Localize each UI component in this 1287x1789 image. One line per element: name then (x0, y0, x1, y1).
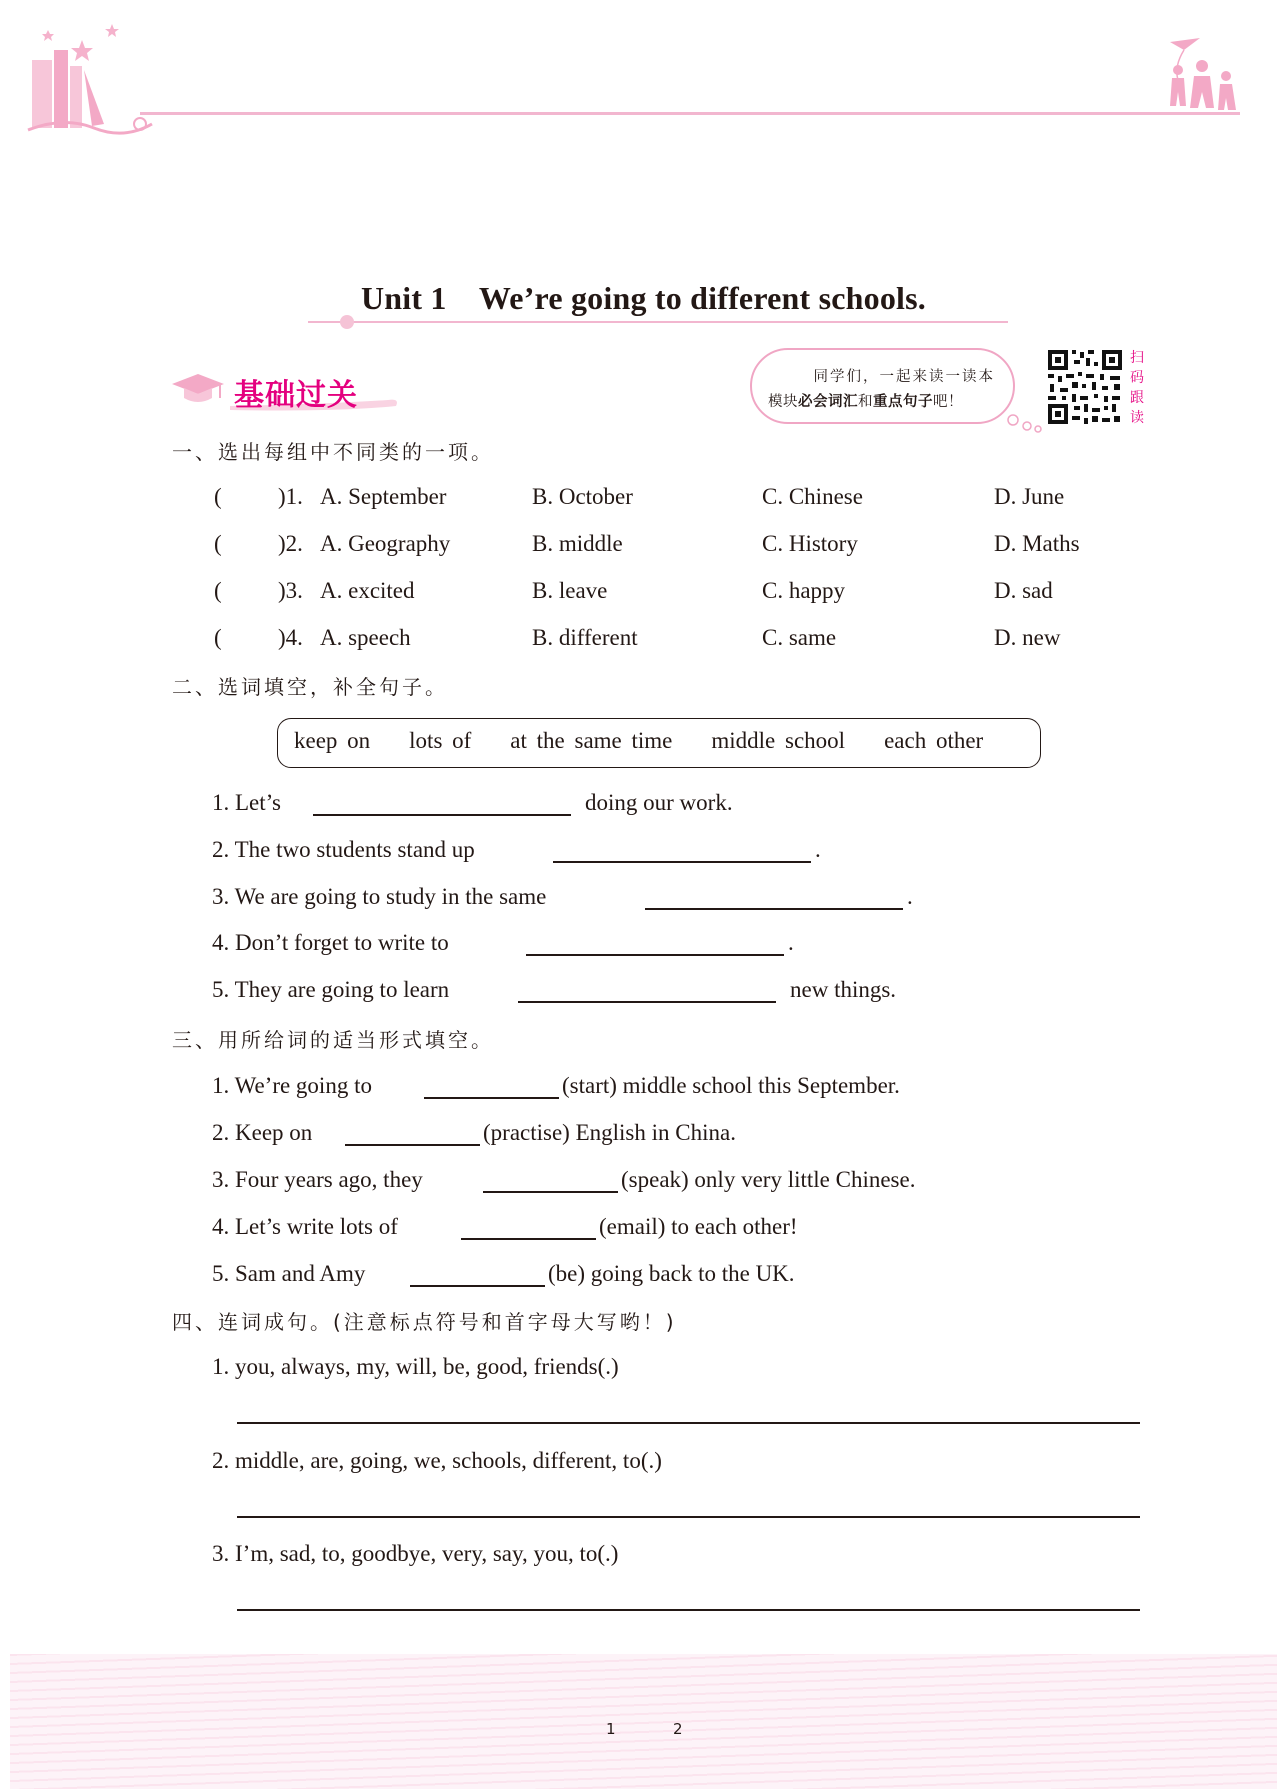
question-text-end: (practise) English in China. (483, 1120, 736, 1145)
choice-d: D. new (994, 625, 1061, 650)
choice-paren[interactable]: ( (214, 484, 222, 509)
section-badge (168, 366, 428, 412)
question-text-end: (start) middle school this September. (562, 1073, 900, 1098)
table-row (214, 531, 1114, 561)
table-row (214, 625, 1114, 655)
question-text: 3. I’m, sad, to, goodbye, very, say, you, to(.) (212, 1541, 619, 1566)
bubble-bold-sentences: 重点句子 (873, 394, 933, 410)
choice-b: B. October (532, 484, 633, 509)
answer-bracket[interactable]: )2. (278, 531, 303, 556)
question-text: 4. Let’s write lots of (212, 1214, 398, 1239)
choice-b: B. different (532, 625, 638, 650)
choice-d: D. June (994, 484, 1065, 509)
section-badge-label: 基础过关 (234, 378, 358, 413)
question-text: 1. Let’s (212, 790, 281, 815)
choice-a: A. excited (320, 578, 415, 603)
choice-a: A. September (320, 484, 447, 509)
unit-title: Unit 1 We’re going to different schools. (360, 280, 927, 316)
page-number-right: 2 (673, 1720, 683, 1738)
table-row (214, 578, 1114, 608)
answer-bracket[interactable]: )4. (278, 625, 303, 650)
blank-answer-line[interactable] (553, 861, 811, 863)
question-text: 4. Don’t forget to write to (212, 930, 449, 955)
question-text: 3. Four years ago, they (212, 1167, 423, 1192)
blank-answer-line[interactable] (424, 1097, 559, 1099)
question-text-end: (email) to each other! (599, 1214, 798, 1239)
table-row (214, 484, 1114, 514)
title-dot (340, 315, 354, 329)
speech-bubble (750, 348, 1015, 424)
kids-kite-icon (1160, 36, 1245, 116)
blank-answer-line[interactable] (645, 908, 903, 910)
answer-bracket[interactable]: )3. (278, 578, 303, 603)
part4-heading: 四、连词成句。(注意标点符号和首字母大写哟！) (172, 1310, 677, 1334)
blank-answer-line[interactable] (483, 1191, 618, 1193)
question-text-end: new things. (790, 977, 897, 1002)
question-text: 3. We are going to study in the same (212, 884, 547, 909)
bubble-line-1: 同学们，一起来读一读本 (813, 369, 995, 385)
question-text-end: doing our work. (585, 790, 733, 815)
question-text: 1. We’re going to (212, 1073, 372, 1098)
question-text: 2. Keep on (212, 1120, 313, 1145)
question-text-end: . (788, 930, 794, 955)
bubble-text: 吧！ (933, 394, 963, 410)
question-text: 5. Sam and Amy (212, 1261, 366, 1286)
blank-answer-line[interactable] (526, 954, 784, 956)
choice-c: C. same (762, 625, 837, 650)
question-text: 1. you, always, my, will, be, good, friends(.) (212, 1354, 619, 1379)
question-text-end: (be) going back to the UK. (548, 1261, 795, 1286)
bubble-tail-icon (1005, 412, 1045, 434)
header-divider (140, 112, 1240, 115)
question-text-end: . (907, 884, 913, 909)
choice-paren[interactable]: ( (214, 625, 222, 650)
choice-c: C. History (762, 531, 858, 556)
blank-answer-line[interactable] (410, 1285, 545, 1287)
part1-heading: 一、选出每组中不同类的一项。 (172, 440, 494, 464)
title-underline (308, 321, 1008, 323)
blank-answer-line[interactable] (345, 1144, 480, 1146)
blank-answer-line[interactable] (461, 1238, 596, 1240)
choice-b: B. leave (532, 578, 608, 603)
choice-a: A. speech (320, 625, 411, 650)
books-stars-logo-icon (24, 20, 154, 135)
question-text-end: . (815, 837, 821, 862)
choice-b: B. middle (532, 531, 623, 556)
bubble-bold-vocab: 必会词汇 (798, 394, 858, 410)
part2-heading: 二、选词填空，补全句子。 (172, 675, 448, 699)
choice-a: A. Geography (320, 531, 451, 556)
choice-paren[interactable]: ( (214, 578, 222, 603)
choice-d: D. sad (994, 578, 1053, 603)
blank-answer-line[interactable] (518, 1001, 776, 1003)
bubble-text: 模块 (768, 394, 798, 410)
footer-decoration (10, 1654, 1277, 1789)
part3-heading: 三、用所给词的适当形式填空。 (172, 1028, 494, 1052)
choice-c: C. Chinese (762, 484, 863, 509)
question-text: 2. The two students stand up (212, 837, 475, 862)
answer-writing-line[interactable] (237, 1609, 1140, 1611)
bubble-line-2 (768, 390, 1003, 415)
choice-d: D. Maths (994, 531, 1080, 556)
answer-writing-line[interactable] (237, 1516, 1140, 1518)
page-number-left: 1 (606, 1720, 616, 1738)
word-bank-box: keep on lots of at the same time middle school each other (277, 718, 1041, 768)
answer-writing-line[interactable] (237, 1422, 1140, 1424)
question-text-end: (speak) only very little Chinese. (621, 1167, 916, 1192)
qr-scan-label: 扫码跟读 (1130, 350, 1144, 426)
blank-answer-line[interactable] (313, 814, 571, 816)
answer-bracket[interactable]: )1. (278, 484, 303, 509)
question-text: 5. They are going to learn (212, 977, 450, 1002)
qr-code-icon[interactable] (1046, 348, 1124, 426)
bubble-text: 和 (858, 394, 873, 410)
choice-c: C. happy (762, 578, 846, 603)
choice-paren[interactable]: ( (214, 531, 222, 556)
question-text: 2. middle, are, going, we, schools, different, to(.) (212, 1448, 662, 1473)
